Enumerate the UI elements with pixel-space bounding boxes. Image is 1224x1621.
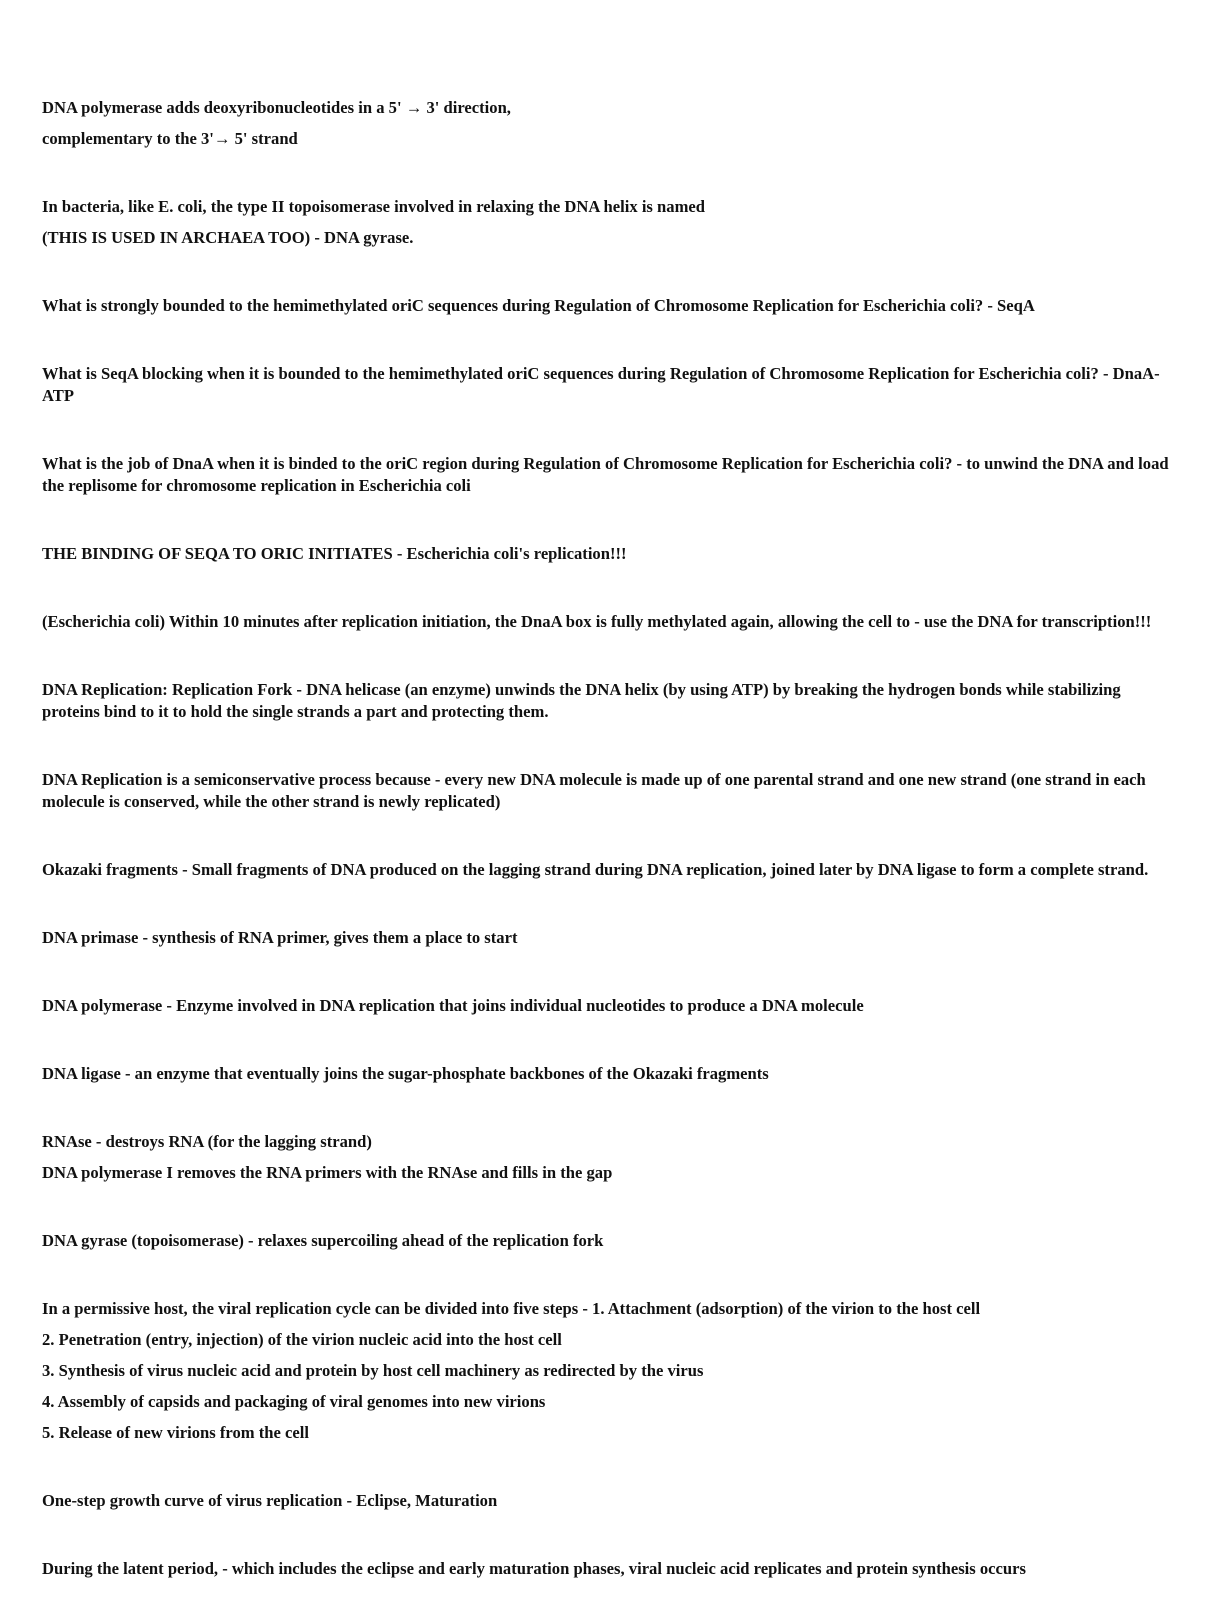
qa-entry bbox=[42, 1058, 1182, 1089]
text-line: DNA polymerase - Enzyme involved in DNA replication that joins individual nucleotides to produce a DNA molecule bbox=[42, 996, 864, 1015]
qa-entry bbox=[42, 448, 1182, 501]
text-line: DNA primase - synthesis of RNA primer, gives them a place to start bbox=[42, 928, 518, 947]
text-line: complementary to the 3'→ 5' strand bbox=[42, 129, 298, 148]
qa-entry bbox=[42, 674, 1182, 727]
document-body bbox=[42, 92, 1182, 1621]
text-paragraph: DNA Replication: Replication Fork - DNA helicase (an enzyme) unwinds the DNA helix (by using ATP) by breaking the hydrogen bonds while stabilizing proteins bind to it to hold the single strands a part and protecting them. bbox=[42, 680, 1121, 721]
text-line: In a permissive host, the viral replication cycle can be divided into five steps - 1. Attachment (adsorption) of the virion to the host cell bbox=[42, 1299, 981, 1318]
qa-entry bbox=[42, 854, 1182, 885]
text-paragraph: Okazaki fragments - Small fragments of DNA produced on the lagging strand during DNA replication, joined later by DNA ligase to form a complete strand. bbox=[42, 860, 1149, 879]
text-line: RNAse - destroys RNA (for the lagging strand) bbox=[42, 1132, 372, 1151]
text-paragraph: What is the job of DnaA when it is binded to the oriC region during Regulation of Chromosome Replication for Escherichia coli? - to unwind the DNA and load the replisome for chromosome replication in Escherichia coli bbox=[42, 454, 1169, 495]
qa-entry bbox=[42, 1293, 1182, 1448]
qa-entry bbox=[42, 1485, 1182, 1516]
text-paragraph: What is SeqA blocking when it is bounded to the hemimethylated oriC sequences during Regulation of Chromosome Replication for Escherichia coli? - DnaA-ATP bbox=[42, 364, 1160, 405]
qa-entry bbox=[42, 1553, 1182, 1584]
text-line: DNA ligase - an enzyme that eventually joins the sugar-phosphate backbones of the Okazaki fragments bbox=[42, 1064, 769, 1083]
text-line: THE BINDING OF SEQA TO ORIC INITIATES - Escherichia coli's replication!!! bbox=[42, 544, 627, 563]
text-line: DNA polymerase I removes the RNA primers with the RNAse and fills in the gap bbox=[42, 1163, 613, 1182]
qa-entry bbox=[42, 92, 1182, 154]
text-line: What is strongly bounded to the hemimethylated oriC sequences during Regulation of Chromosome Replication for Escherichia coli? - SeqA bbox=[42, 296, 1035, 315]
text-paragraph: (Escherichia coli) Within 10 minutes after replication initiation, the DnaA box is fully methylated again, allowing the cell to - use the DNA for transcription!!! bbox=[42, 612, 1152, 631]
qa-entry bbox=[42, 1126, 1182, 1188]
qa-entry bbox=[42, 290, 1182, 321]
qa-entry bbox=[42, 358, 1182, 411]
text-line: In bacteria, like E. coli, the type II topoisomerase involved in relaxing the DNA helix is named bbox=[42, 197, 705, 216]
qa-entry bbox=[42, 1225, 1182, 1256]
text-line: DNA polymerase adds deoxyribonucleotides in a 5' → 3' direction, bbox=[42, 98, 511, 117]
text-line: 5. Release of new virions from the cell bbox=[42, 1423, 309, 1442]
qa-entry bbox=[42, 538, 1182, 569]
text-line: 4. Assembly of capsids and packaging of viral genomes into new virions bbox=[42, 1392, 546, 1411]
text-paragraph: DNA Replication is a semiconservative process because - every new DNA molecule is made up of one parental strand and one new strand (one strand in each molecule is conserved, while the other strand is newly replicated) bbox=[42, 770, 1146, 811]
text-line: (THIS IS USED IN ARCHAEA TOO) - DNA gyrase. bbox=[42, 228, 414, 247]
text-line: One-step growth curve of virus replication - Eclipse, Maturation bbox=[42, 1491, 498, 1510]
qa-entry bbox=[42, 191, 1182, 253]
text-line: During the latent period, - which includes the eclipse and early maturation phases, viral nucleic acid replicates and protein synthesis occurs bbox=[42, 1559, 1026, 1578]
qa-entry bbox=[42, 764, 1182, 817]
qa-entry bbox=[42, 990, 1182, 1021]
text-line: 3. Synthesis of virus nucleic acid and protein by host cell machinery as redirected by the virus bbox=[42, 1361, 704, 1380]
qa-entry bbox=[42, 922, 1182, 953]
text-line: 2. Penetration (entry, injection) of the virion nucleic acid into the host cell bbox=[42, 1330, 562, 1349]
text-line: DNA gyrase (topoisomerase) - relaxes supercoiling ahead of the replication fork bbox=[42, 1231, 604, 1250]
qa-entry bbox=[42, 606, 1182, 637]
